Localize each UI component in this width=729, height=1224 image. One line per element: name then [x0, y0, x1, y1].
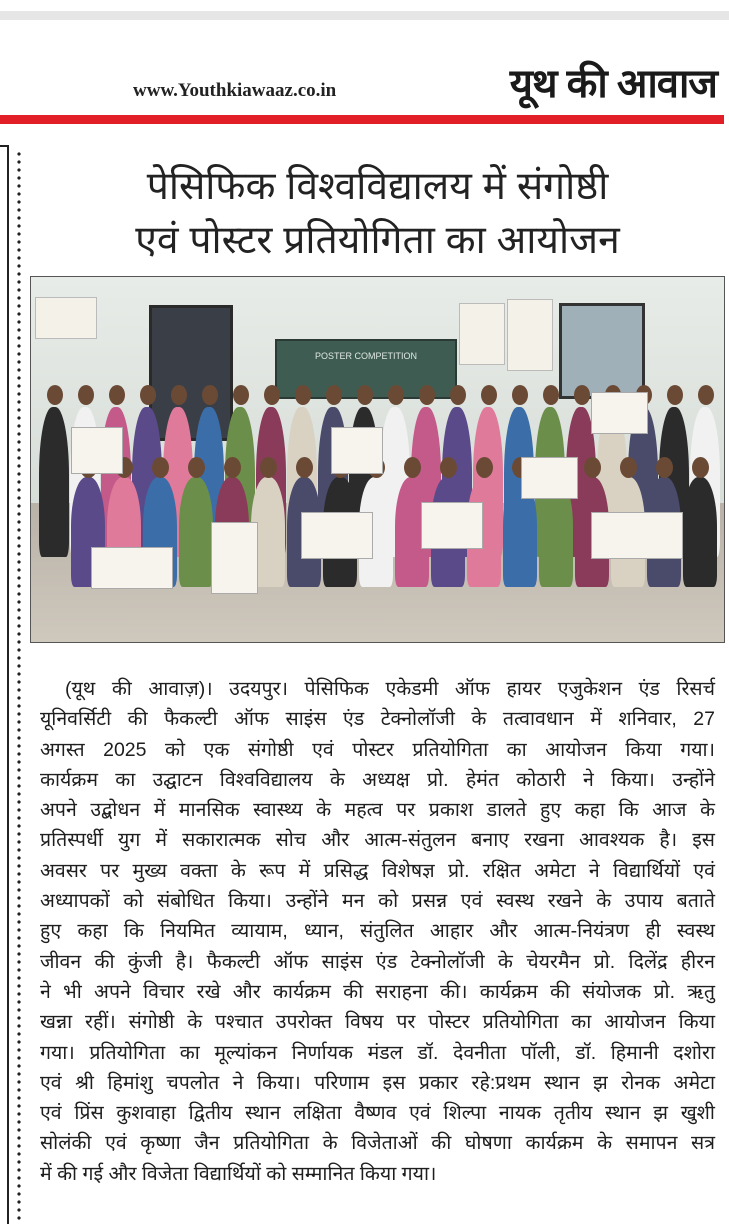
poster-artwork — [71, 427, 123, 474]
body-line: जीवन की कुंजी है। फैकल्टी ऑफ साइंस एंड टेक्नोलॉजी के चेयरमैन प्रो. दिलेंद्र हीरन — [40, 950, 715, 973]
person-head — [140, 385, 156, 405]
person-head — [109, 385, 125, 405]
person-head — [481, 385, 497, 405]
chalkboard: POSTER COMPETITION — [275, 339, 457, 399]
newspaper-brand: यूथ की आवाज — [509, 62, 717, 106]
event-group-photo — [30, 276, 725, 643]
person-front-row — [683, 477, 717, 587]
poster-artwork — [331, 427, 383, 474]
poster-artwork — [91, 547, 173, 589]
person-head — [188, 457, 205, 478]
photo-door — [149, 305, 233, 441]
person-head — [78, 385, 94, 405]
person-head — [202, 385, 218, 405]
top-gray-bar — [0, 11, 729, 20]
poster-artwork — [301, 512, 373, 559]
person-head — [264, 385, 280, 405]
person-head — [512, 385, 528, 405]
poster-artwork — [591, 392, 648, 434]
article-body — [40, 674, 715, 1189]
person-head — [296, 457, 313, 478]
body-line: अध्यापकों को संबोधित किया। उन्होंने मन को प्रसन्न एवं स्वस्थ रखने के उपाय बताते — [40, 890, 715, 913]
body-line: अवसर पर मुख्य वक्ता के रूप में प्रसिद्ध विशेषज्ञ प्रो. रक्षित अमेटा ने विद्यार्थियों एवं — [40, 859, 715, 882]
website-url: www.Youthkiawaaz.co.in — [133, 80, 337, 101]
person-head — [171, 385, 187, 405]
body-line: हुए कहा कि नियमित व्यायाम, ध्यान, संतुलित आहार और आत्म-नियंत्रण ही स्वस्थ — [40, 920, 715, 943]
person-head — [233, 385, 249, 405]
photo-window — [559, 303, 645, 399]
body-line: प्रतिस्पर्धी युग में सकारात्मक सोच और आत्म-संतुलन बनाए रखना आवश्यक है। इस — [40, 829, 715, 852]
person-head — [620, 457, 637, 478]
body-line: खन्ना रहीं। संगोष्ठी के पश्चात उपरोक्त विषय पर पोस्टर प्रतियोगिता का आयोजन किया — [40, 1011, 715, 1034]
person-front-row — [179, 477, 213, 587]
body-line: (यूथ की आवाज़)। उदयपुर। पेसिफिक एकेडमी ऑफ हायर एजुकेशन एंड रिसर्च — [65, 678, 715, 700]
headline-line-2: एवं पोस्टर प्रतियोगिता का आयोजन — [135, 219, 620, 262]
body-line: में की गई और विजेता विद्यार्थियों को सम्मानित किया गया। — [40, 1162, 437, 1185]
body-line: गया। प्रतियोगिता का मूल्यांकन निर्णायक मंडल डॉ. देवनीता पॉली, डॉ. हिमानी दशोरा — [40, 1041, 715, 1064]
headline-line-1: पेसिफिक विश्वविद्यालय में संगोष्ठी — [146, 165, 609, 208]
person-head — [698, 385, 714, 405]
person-head — [419, 385, 435, 405]
body-line: अपने उद्बोधन में मानसिक स्वास्थ्य के महत्व पर प्रकाश डालते हुए कहा कि आज के — [40, 799, 715, 822]
person-head — [692, 457, 709, 478]
masthead-divider — [0, 115, 724, 124]
person-head — [357, 385, 373, 405]
person-back-row — [39, 407, 69, 557]
person-head — [260, 457, 277, 478]
body-line: ने भी अपने विचार रखे और कार्यक्रम की सराहना की। कार्यक्रम की संयोजक प्रो. ऋतु — [40, 980, 715, 1003]
person-head — [224, 457, 241, 478]
body-line: कार्यक्रम का उद्घाटन विश्वविद्यालय के अध्यक्ष प्रो. हेमंत कोठारी ने किया। उन्होंने — [40, 768, 715, 791]
body-line: सोलंकी एवं कृष्णा जैन प्रतियोगिता के विजेताओं की घोषणा कार्यक्रम के समापन सत्र — [40, 1132, 715, 1155]
person-head — [47, 385, 63, 405]
body-line: एवं श्री हिमांशु चपलोत ने किया। परिणाम इस प्रकार रहे:प्रथम स्थान झ रोनक अमेटा — [40, 1071, 715, 1094]
person-head — [667, 385, 683, 405]
person-head — [404, 457, 421, 478]
dotted-column-rule — [17, 150, 21, 1224]
poster-artwork — [211, 522, 258, 594]
wall-notice — [35, 297, 97, 339]
person-head — [574, 385, 590, 405]
person-head — [476, 457, 493, 478]
person-head — [584, 457, 601, 478]
person-head — [152, 457, 169, 478]
person-head — [295, 385, 311, 405]
person-head — [450, 385, 466, 405]
column-border — [0, 145, 9, 1224]
person-head — [326, 385, 342, 405]
wall-notice — [507, 299, 553, 371]
poster-artwork — [421, 502, 483, 549]
body-line: अगस्त 2025 को एक संगोष्ठी एवं पोस्टर प्रतियोगिता का आयोजन किया गया। — [40, 738, 715, 761]
body-line: यूनिवर्सिटी की फैकल्टी ऑफ साइंस एंड टेक्नोलॉजी के तत्वावधान में शनिवार, 27 — [40, 708, 715, 731]
person-head — [440, 457, 457, 478]
person-head — [656, 457, 673, 478]
body-line: एवं प्रिंस कुशवाहा द्वितीय स्थान लक्षिता वैष्णव एवं शिल्पा नायक तृतीय स्थान झ खुशी — [40, 1102, 715, 1125]
person-head — [388, 385, 404, 405]
person-head — [543, 385, 559, 405]
poster-artwork — [521, 457, 578, 499]
wall-notice — [459, 303, 505, 365]
poster-artwork — [591, 512, 683, 559]
